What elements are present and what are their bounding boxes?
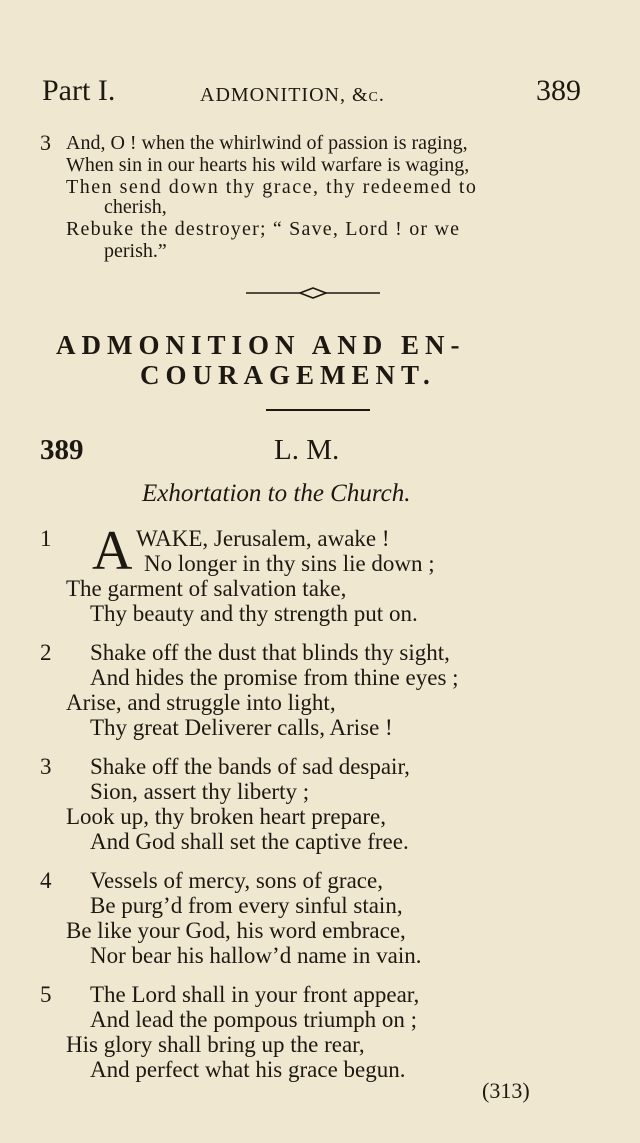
ornament-divider — [246, 286, 380, 300]
verse-line: Be purg’d from every sinful stain, — [90, 893, 403, 918]
verse-line: The Lord shall in your front appear, — [90, 982, 420, 1007]
verse-line: Sion, assert thy liberty ; — [90, 779, 310, 804]
verse-line: Be like your God, his word embrace, — [66, 918, 406, 943]
verse-line: Vessels of mercy, sons of grace, — [90, 868, 383, 893]
header-title: ADMONITION, &c. — [200, 84, 385, 106]
footer-page-number: (313) — [482, 1078, 530, 1103]
verse-line: Arise, and struggle into light, — [66, 690, 336, 715]
verse-line: Thy great Deliverer calls, Arise ! — [90, 715, 393, 740]
verse-line: And lead the pompous triumph on ; — [90, 1007, 418, 1032]
prev-line: And, O ! when the whirlwind of passion is raging, — [66, 132, 468, 154]
verse-number: 3 — [40, 754, 52, 779]
section-heading-line1: ADMONITION AND EN- — [56, 330, 466, 360]
verse-line: Shake off the dust that blinds thy sight, — [90, 640, 450, 665]
verse-line: No longer in thy sins lie down ; — [144, 551, 435, 576]
verse-line: And hides the promise from thine eyes ; — [90, 665, 459, 690]
prev-line: When sin in our hearts his wild warfare is waging, — [66, 154, 470, 176]
hymn-meter: L. M. — [274, 434, 340, 466]
verse-number: 1 — [40, 526, 52, 551]
prev-line: cherish, — [104, 196, 167, 218]
verse-line: Nor bear his hallow’d name in vain. — [90, 943, 422, 968]
verse-number: 4 — [40, 868, 52, 893]
verse-line: Thy beauty and thy strength put on. — [90, 601, 418, 626]
verse-line: WAKE, Jerusalem, awake ! — [136, 526, 390, 551]
drop-cap: A — [92, 520, 133, 582]
verse-line: Look up, thy broken heart prepare, — [66, 804, 386, 829]
prev-line: Rebuke the destroyer; “ Save, Lord ! or we — [66, 218, 461, 240]
verse-line: His glory shall bring up the rear, — [66, 1032, 365, 1057]
verse-line: The garment of salvation take, — [66, 576, 347, 601]
section-heading-line2: COURAGEMENT. — [140, 360, 436, 390]
hymn-subtitle: Exhortation to the Church. — [142, 480, 411, 507]
verse-number: 5 — [40, 982, 52, 1007]
verse-line: Shake off the bands of sad despair, — [90, 754, 410, 779]
prev-line: Then send down thy grace, thy redeemed to — [66, 176, 478, 198]
verse-number: 2 — [40, 640, 52, 665]
header-part: Part I. — [42, 74, 116, 107]
verse-line: And God shall set the captive free. — [90, 829, 409, 854]
prev-verse-number: 3 — [40, 130, 51, 155]
verse-line: And perfect what his grace begun. — [90, 1057, 406, 1082]
prev-line: perish.” — [104, 240, 167, 262]
heading-rule — [266, 409, 370, 411]
header-page-number: 389 — [536, 74, 581, 107]
hymn-number: 389 — [40, 434, 84, 466]
